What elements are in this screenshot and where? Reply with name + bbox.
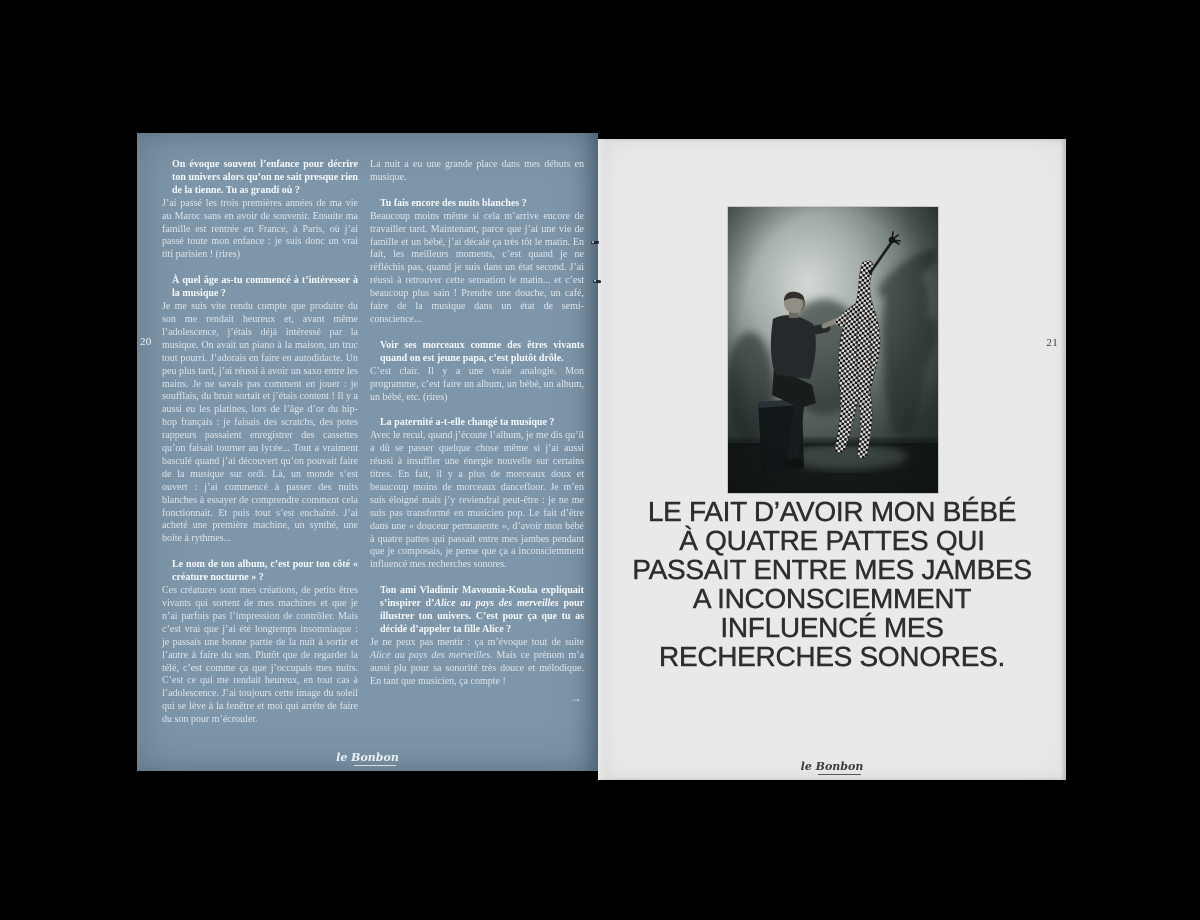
artist-photo [728,207,938,493]
interview-column-1 [162,159,358,727]
interview-question: Tu fais encore des nuits blanches ? [380,197,527,209]
pull-quote-line: LE FAIT D’AVOIR MON BÉBÉ [647,496,1017,527]
interview-answer: La nuit a eu une grande place dans mes débuts en musique. [370,159,584,183]
interview-question: À quel âge as-tu commencé à t’intéresser à la musique ? [172,275,358,300]
interview-answer: Je ne peux pas mentir : ça m’évoque tout de suite Alice au pays des merveilles. Mais ce prénom m’a aussi plu pour sa sonorité très douce et mélodique. En tant que musicien, ça compte ! [370,636,584,687]
staple-icon [593,280,601,283]
interview-question: On évoque souvent l’enfance pour décrire ton univers alors qu’on ne sait presque rien de la tienne. Tu as grandi où ? [172,159,358,196]
pull-quote-line: INFLUENCÉ MES [720,612,944,643]
interview-answer: Beaucoup moins même si cela m’arrive encore de travailler tard. Maintenant, parce que j’ai une vie de famille et un bébé, j’ai décalé ça très tôt le matin. En fait, les meilleurs moments, c’est quand je ne réfléchis pas, quand je suis dans un état second. J’ai réussi à retrouver cette sensation le matin... et c’est beaucoup plus sain ! Prendre une douche, un café, faire de la musique dans un état de semi-conscience... [370,210,584,325]
continuation-arrow-icon: → [570,690,582,705]
interview-question: Ton ami Vladimir Mavounia-Kouka expliquait s’inspirer d’Alice au pays des merveilles pour illustrer ton univers. C’est pour ça que tu as décidé d’appeler ta fille Alice ? [380,585,585,635]
publication-logo: le Bonbon [800,760,864,773]
interview-columns [162,159,584,727]
publication-logo: le Bonbon [336,751,399,764]
pull-quote [598,497,1066,671]
interview-question: La paternité a-t-elle changé ta musique ? [380,417,555,429]
interview-answer: Avec le recul, quand j’écoute l’album, je me dis qu’il a dû se passer quelque chose même si j’ai aussi réussi à insuffler une énergie nouvelle sur certains titres. En fait, il y a plus de morceaux doux et beaucoup moins de morceaux dancefloor. Je m’en suis éloigné mais j’y reviendrai peut-être : je ne me suis pas transformé en musicien pop. Le fait d’être dans une « douceur permanente », d’avoir mon bébé à quatre pattes qui passait entre mes jambes pendant que je composais, je pense que ça a inconsciemment influencé mes recherches sonores. [370,430,584,571]
page-number-right: 21 [1046,337,1058,349]
footer-logo-right [598,760,1066,774]
artist-photo-illustration [728,207,938,493]
pull-quote-line: PASSAIT ENTRE MES JAMBES [632,554,1032,585]
interview-answer: C’est clair. Il y a une vraie analogie. Mon programme, c’est faire un album, un bébé, un album, un bébé, etc. (rires) [370,365,584,403]
interview-question: Voir ses morceaux comme des êtres vivants quand on est jeune papa, c’est plutôt drôle. [380,339,584,364]
magazine-right-page [598,139,1066,780]
pull-quote-line: À QUATRE PATTES QUI [679,525,985,556]
interview-answer: Je me suis vite rendu compte que produire du son me rendait heureux et, avant même l’adolescence, j’étais déjà intéressé par la musique. On avait un piano à la maison, un truc tout pourri. J’adorais en faire en autodidacte. Un peu plus tard, j’ai réussi à avoir un saxo entre les mains. Je ne savais pas comment en jouer : je soufflais, du bruit sortait et j’étais content ! Il y a aussi eu les platines, lors de l’âge d’or du hip-hop français : je faisais des scratchs, des potes rappeurs passaient enregistrer des cassettes qu’on faisait tourner au lycée... Tout a vraiment basculé quand j’ai découvert qu’on pouvait faire de la musique sur ordi. Là, un monde s’est ouvert : j’ai commencé à passer des nuits blanches à essayer de comprendre comment cela fonctionnait. Et puis tout s’est enchaîné. J’ai acheté une première machine, un synthé, une boîte à rythmes... [162,301,358,545]
magazine-left-page [137,133,598,771]
pull-quote-line: A INCONSCIEMMENT [692,583,972,614]
interview-question: Le nom de ton album, c’est pour ton côté « créature nocturne » ? [172,559,358,584]
interview-column-2 [370,159,584,727]
page-number-left: 20 [140,336,152,348]
pull-quote-line: RECHERCHES SONORES. [659,641,1005,672]
staple-icon [591,241,599,245]
footer-logo-left [137,751,598,765]
interview-answer: Ces créatures sont mes créations, de petits êtres vivants qui sortent de mes machines et que je n’ai parfois pas l’impression de contrôler. Mais c’est vrai que j’ai été longtemps insomniaque : je passais une bonne partie de la nuit à sortir et l’autre à faire du son. Plutôt que de regarder la télé, c’est comme ça que j’occupais mes nuits. C’est ce qui me rendait heureux, en tout cas à l’adolescence. J’ai toujours cette image du soleil qui se lève à la fenêtre et moi qui arrête de faire du son pour m’écrouler. [162,585,358,726]
spine-highlight [598,139,620,780]
interview-answer: J’ai passé les trois premières années de ma vie au Maroc sans en avoir de souvenir. Ensuite ma famille est rentrée en France, à Paris, où j’ai passé toute mon enfance : je suis donc un vrai titi parisien ! (rires) [162,197,358,261]
